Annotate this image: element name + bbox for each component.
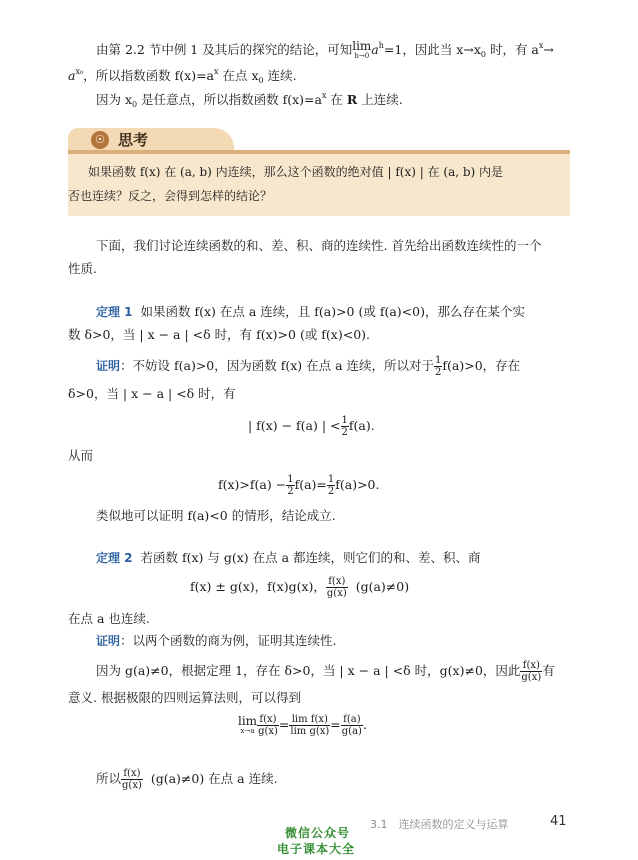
proof-1-equation-2: f(x)>f(a) − $\frac{1}{2}$ f(a)= $\frac{1}{2}$ f(a)>0. [218, 474, 380, 497]
think-line-1: 如果函数 f(x) 在 (a, b) 内连续，那么这个函数的绝对值 | f(x) | 在 (a, b) 内是 [88, 165, 504, 179]
intro-line-1: 由第 2.2 节中例 1 及其后的探究的结论，可知 lim h→0 $a^h=1$，因此当 $x\to x_0$ 时，有 $a^x\to$ [96, 38, 554, 60]
proof-1-label: 证明 [96, 359, 121, 373]
theorem-1-line-1: 定理 1 如果函数 f(x) 在点 a 连续，且 f(a)>0 (或 f(a)<0)，那么存在某个实 [96, 304, 525, 319]
theorem-1-label: 定理 1 [96, 305, 133, 319]
proof-2-line-2: 因为 g(a)≠0，根据定理 1，存在 δ>0，当 | x − a | <δ 时，g(x)≠0，因此 $\frac{f(x)}{g(x)}$ 有 [96, 660, 555, 683]
proof-1-line-1: 证明：不妨设 f(a)>0，因为函数 f(x) 在点 a 连续，所以对于 $\frac{1}{2}$ f(a)>0，存在 [96, 355, 521, 378]
think-title: 思考 [118, 131, 149, 149]
theorem-1-line-2: 数 δ>0，当 | x − a | <δ 时，有 f(x)>0 (或 f(x)<0). [68, 327, 370, 342]
footer-page-number: 41 [550, 814, 567, 829]
theorem-2-line-2: 在点 a 也连续. [68, 611, 150, 626]
theorem-2-line-1: 定理 2 若函数 f(x) 与 g(x) 在点 a 都连续，则它们的和、差、积、商 [96, 550, 481, 565]
proof-1-similar: 类似地可以证明 f(a)<0 的情形，结论成立. [96, 508, 336, 523]
para-next-line-2: 性质. [68, 261, 97, 276]
proof-1-line-2: δ>0，当 | x − a | <δ 时，有 [68, 386, 236, 401]
lightbulb-icon: ☉ [91, 131, 109, 149]
theorem-2-label: 定理 2 [96, 551, 133, 565]
watermark-line-2: 电子课本大全 [277, 842, 356, 856]
proof-2-line-1: 证明：以两个函数的商为例，证明其连续性. [96, 633, 337, 648]
theorem-2-equation: f(x) ± g(x)，f(x)g(x)， $\frac{f(x)}{g(x)}$ (g(a)≠0) [190, 576, 410, 599]
proof-2-line-3: 意义. 根据极限的四则运算法则，可以得到 [68, 690, 301, 705]
proof-2-conclusion: 所以 $\frac{f(x)}{g(x)}$ (g(a)≠0) 在点 a 连续. [96, 768, 278, 791]
watermark-line-1: 微信公众号 [285, 826, 351, 840]
proof-1-equation-1: | f(x) − f(a) | < $\frac{1}{2}$ f(a). [248, 415, 375, 438]
proof-1-hence: 从而 [68, 448, 94, 463]
think-line-2: 否也连续？反之，会得到怎样的结论？ [68, 189, 273, 203]
proof-2-equation: lim x→a $\frac{f(x)}{g(x)}$ = $\frac{\text{lim f(x)}}{\text{lim g(x)}}$ = $\frac{f(a)}{g(a)}$ . [238, 713, 367, 737]
proof-2-label: 证明 [96, 634, 121, 648]
intro-line-3: 因为 $x_0$ 是任意点，所以指数函数 $f(x)=a^x$ 在 R 上连续. [96, 91, 403, 109]
intro-line-2: $a^{x_0}$，所以指数函数 $f(x)=a^x$ 在点 $x_0$ 连续. [68, 67, 297, 85]
para-next-line-1: 下面，我们讨论连续函数的和、差、积、商的连续性. 首先给出函数连续性的一个 [96, 238, 542, 253]
footer-section: 3.1 连续函数的定义与运算 [370, 818, 509, 831]
